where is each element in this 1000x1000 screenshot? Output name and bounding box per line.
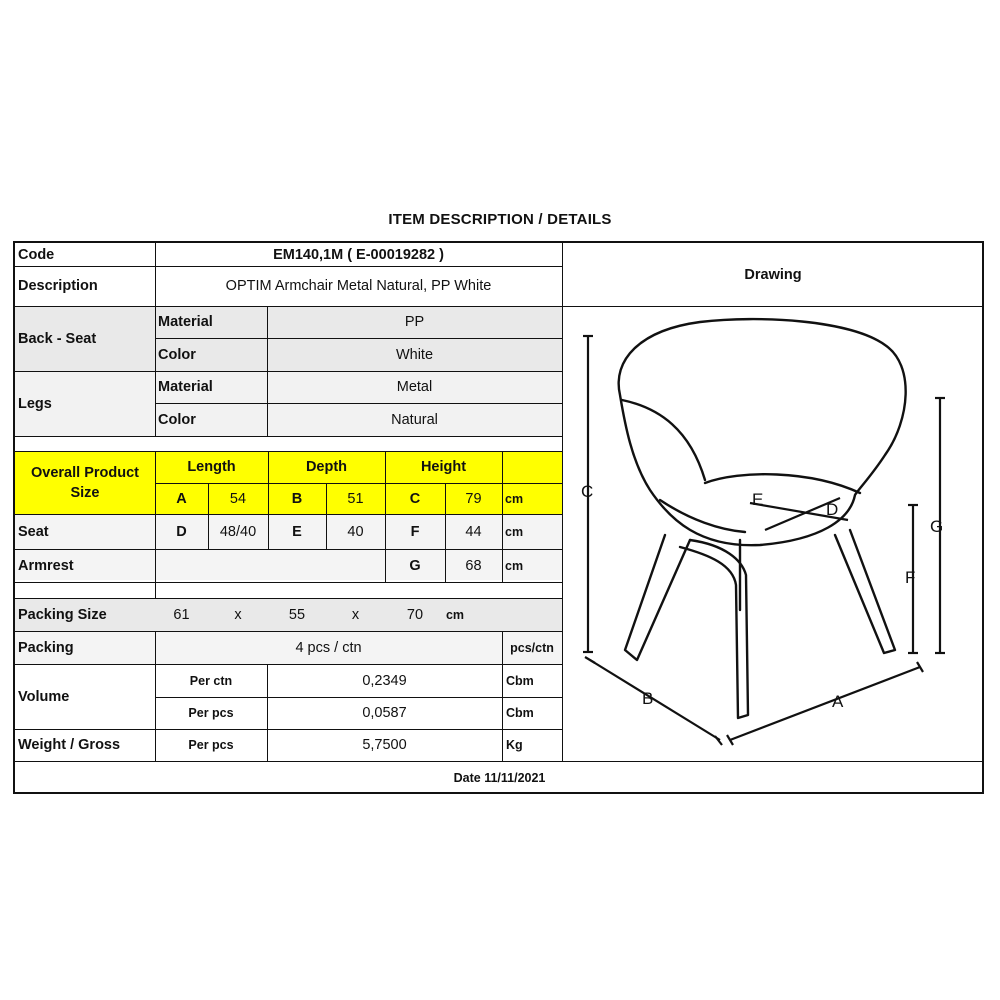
dim-line-b bbox=[590, 660, 720, 740]
legs-color-label: Color bbox=[158, 411, 196, 428]
depth-header: Depth bbox=[305, 459, 348, 475]
packing-length: 61 bbox=[173, 606, 190, 623]
page-title: ITEM DESCRIPTION / DETAILS bbox=[388, 211, 612, 228]
back-seat-color: White bbox=[395, 346, 434, 363]
dim-line-a bbox=[730, 667, 920, 740]
length-header: Length bbox=[187, 459, 236, 475]
dim-f-value: 44 bbox=[465, 523, 482, 540]
dim-c-value: 79 bbox=[465, 490, 482, 507]
letter-g: G bbox=[930, 517, 944, 536]
weight-per-pcs-label: Per pcs bbox=[188, 738, 234, 752]
dim-g-value: 68 bbox=[465, 557, 482, 574]
legs-material: Metal bbox=[396, 379, 433, 395]
chair-seat-edge bbox=[705, 474, 860, 493]
dim-a-value: 54 bbox=[229, 490, 247, 507]
volume-per-ctn-unit: Cbm bbox=[506, 673, 534, 688]
letter-e: E bbox=[752, 490, 764, 509]
overall-unit: cm bbox=[505, 491, 524, 506]
letter-b: B bbox=[642, 689, 654, 708]
height-header: Height bbox=[420, 459, 467, 475]
seat-label: Seat bbox=[18, 523, 49, 540]
packing-label: Packing bbox=[18, 639, 74, 656]
dim-f-key: F bbox=[410, 523, 420, 540]
packing-height: 70 bbox=[406, 606, 424, 623]
letter-f: F bbox=[905, 568, 916, 587]
volume-label: Volume bbox=[18, 688, 70, 705]
date-label: Date 11/11/2021 bbox=[453, 770, 546, 785]
packing-width: 55 bbox=[288, 606, 306, 623]
volume-per-pcs-unit: Cbm bbox=[506, 706, 534, 720]
dim-a-key: A bbox=[176, 490, 187, 507]
packing-value: 4 pcs / ctn bbox=[295, 639, 362, 656]
letter-c: C bbox=[581, 482, 594, 501]
chair-leg-front-left bbox=[625, 535, 690, 660]
drawing-label: Drawing bbox=[744, 266, 802, 283]
chair-shell-outline bbox=[619, 319, 906, 545]
dim-d-key: D bbox=[176, 523, 187, 540]
volume-per-ctn-label: Per ctn bbox=[189, 673, 233, 688]
chair-drawing bbox=[563, 305, 983, 760]
seat-unit: cm bbox=[505, 524, 524, 539]
back-seat-label: Back - Seat bbox=[18, 330, 97, 347]
chair-shell-inner bbox=[622, 400, 705, 480]
letter-a: A bbox=[832, 692, 844, 711]
chair-drawing-svg bbox=[563, 305, 983, 760]
code-value: EM140,1M ( E-00019282 ) bbox=[273, 246, 444, 263]
packing-unit: pcs/ctn bbox=[510, 640, 554, 655]
armrest-unit: cm bbox=[505, 558, 524, 573]
back-seat-material: PP bbox=[404, 314, 425, 330]
dim-e-key: E bbox=[292, 523, 302, 540]
legs-material-label: Material bbox=[158, 379, 213, 395]
description-value: OPTIM Armchair Metal Natural, PP White bbox=[225, 278, 492, 294]
packing-x1: x bbox=[234, 606, 242, 623]
volume-per-ctn: 0,2349 bbox=[362, 672, 407, 689]
weight-label: Weight / Gross bbox=[18, 737, 121, 753]
dim-g-key: G bbox=[409, 557, 421, 574]
weight-value: 5,7500 bbox=[362, 737, 407, 753]
chair-leg-front-center bbox=[680, 540, 748, 718]
letter-d: D bbox=[826, 500, 839, 519]
packing-size-unit: cm bbox=[445, 607, 465, 622]
packing-x2: x bbox=[351, 606, 360, 623]
dim-b-key: B bbox=[291, 490, 303, 507]
weight-unit: Kg bbox=[506, 738, 523, 752]
chair-leg-back-right bbox=[835, 530, 895, 653]
back-seat-color-label: Color bbox=[158, 346, 196, 363]
volume-per-pcs-label: Per pcs bbox=[188, 706, 234, 720]
overall-size-label: Overall Product Size bbox=[31, 464, 139, 501]
armrest-label: Armrest bbox=[18, 557, 74, 574]
legs-color: Natural bbox=[391, 411, 438, 428]
description-label: Description bbox=[18, 278, 98, 294]
volume-per-pcs: 0,0587 bbox=[362, 705, 407, 721]
dim-d-value: 48/40 bbox=[219, 523, 257, 540]
packing-size-label: Packing Size bbox=[18, 606, 107, 623]
code-label: Code bbox=[18, 246, 55, 263]
dim-e-value: 40 bbox=[347, 523, 364, 540]
back-seat-material-label: Material bbox=[158, 314, 213, 330]
legs-label: Legs bbox=[18, 395, 52, 412]
dim-b-value: 51 bbox=[347, 490, 364, 507]
dim-c-key: C bbox=[409, 490, 421, 507]
